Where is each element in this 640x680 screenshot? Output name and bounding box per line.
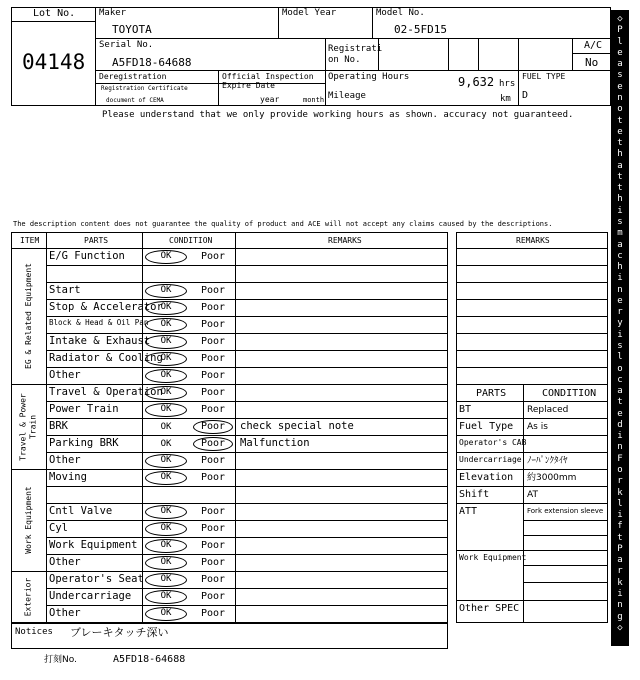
spec-subline [523, 565, 608, 566]
part-label: Work Equipment [49, 539, 138, 551]
side-note-char: t [617, 397, 623, 408]
spec-divider [456, 452, 608, 453]
side-note-char: e [617, 47, 623, 58]
ok-marked: OK [145, 335, 187, 349]
part-label: Other [49, 369, 81, 381]
ok-marked: OK [145, 454, 187, 468]
spec-part: Fuel Type [459, 421, 514, 432]
ac-label: A/C [584, 40, 603, 51]
ok-marked: OK [145, 403, 187, 417]
spec-value: Replaced [527, 405, 569, 415]
side-note-char: P [617, 25, 623, 36]
model-no-value: 02-5FD15 [394, 23, 447, 36]
poor-option: Poor [200, 369, 226, 381]
row-divider [46, 520, 448, 521]
ok-marked: OK [145, 250, 187, 264]
side-note-char: r [617, 476, 623, 487]
row-divider [46, 418, 448, 419]
side-note-char: i [617, 510, 623, 520]
side-note-char: r [617, 307, 623, 318]
part-label: Travel & Operation [49, 386, 163, 398]
row-divider [46, 452, 448, 453]
poor-option: Poor [200, 454, 226, 466]
col-item-header: ITEM [20, 236, 40, 245]
ok-marked: OK [145, 471, 187, 485]
poor-option: Poor [200, 573, 226, 585]
right-remarks-header: REMARKS [516, 236, 550, 245]
poor-option: Poor [200, 522, 226, 534]
part-label: Intake & Exhaust [49, 335, 151, 347]
side-note-char: e [617, 408, 623, 419]
side-note-char: l [617, 36, 623, 47]
side-note-char: r [617, 566, 623, 577]
row-divider [46, 503, 448, 504]
spec-divider [456, 486, 608, 487]
spec-subline [523, 582, 608, 583]
side-note-char: c [617, 250, 623, 261]
side-note-char: h [617, 194, 623, 205]
spec-part: Shift [459, 489, 490, 500]
ok-option: OK [160, 438, 172, 449]
ok-marked: OK [145, 318, 187, 332]
part-label: Radiator & Cooling [49, 352, 163, 364]
remark-line [456, 316, 608, 317]
lot-no-value: 04148 [22, 50, 86, 74]
operating-hours-label: Operating Hours [328, 72, 410, 82]
spec-value: 約3000mm [527, 473, 577, 483]
model-year-label: Model Year [282, 8, 337, 18]
km-label: km [500, 94, 511, 104]
poor-option: Poor [200, 284, 226, 296]
ok-marked: OK [145, 590, 187, 604]
side-note-char: i [617, 273, 623, 284]
spec-part: Undercarriage [459, 455, 522, 464]
row-divider [46, 554, 448, 555]
side-note-char: a [617, 59, 623, 70]
ok-marked: OK [145, 369, 187, 383]
part-label: Start [49, 284, 81, 296]
poor-option: Poor [200, 403, 226, 415]
part-label: Other [49, 454, 81, 466]
row-divider [46, 299, 448, 300]
spec-value: As is [527, 422, 548, 432]
poor-option: Poor [200, 556, 226, 568]
side-note-char: l [617, 498, 623, 509]
spec-divider [456, 503, 608, 504]
row-divider [46, 316, 448, 317]
remark-text: check special note [240, 420, 354, 432]
poor-option: Poor [200, 471, 226, 483]
side-note-char: e [617, 81, 623, 92]
side-note-char: i [617, 588, 623, 599]
side-note-char: s [617, 216, 623, 227]
side-note-char: a [617, 160, 623, 171]
row-divider [46, 350, 448, 351]
side-note-char: t [617, 532, 623, 543]
part-label: Other [49, 556, 81, 568]
side-note-char: t [617, 138, 623, 148]
part-label: BRK [49, 420, 68, 432]
side-note-char: i [617, 431, 623, 442]
row-divider [46, 605, 448, 606]
side-note-char: e [617, 126, 623, 137]
year-label: year [260, 95, 280, 104]
remark-line [456, 367, 608, 368]
row-divider [46, 333, 448, 334]
row-divider [46, 486, 448, 487]
side-note-char: n [617, 284, 623, 295]
side-note-char: h [617, 149, 623, 160]
row-divider [46, 282, 448, 283]
part-label: Stop & Accelerator [49, 301, 163, 313]
side-note-char: t [617, 183, 623, 194]
row-divider [46, 588, 448, 589]
poor-option: Poor [200, 318, 226, 330]
spec-value: Fork extension sleeve [527, 507, 604, 515]
lot-no-label: Lot No. [33, 8, 76, 19]
part-label: Block & Head & Oil Pan [49, 318, 149, 327]
poor-option: Poor [200, 539, 226, 551]
inspection-label: Official Inspection Expire Date [222, 72, 314, 90]
poor-option: Poor [200, 590, 226, 602]
ok-marked: OK [145, 556, 187, 570]
side-note-char: a [617, 555, 623, 566]
spec-subline [523, 535, 608, 536]
side-note-char: h [617, 262, 623, 272]
side-banner [611, 10, 629, 646]
registration-certificate-label: Registration Certificate [101, 85, 188, 92]
spec-divider [456, 418, 608, 419]
row-divider [46, 367, 448, 368]
row-divider [46, 537, 448, 538]
side-note-char: n [617, 600, 623, 611]
side-note-char: d [617, 419, 623, 430]
side-note-char: k [617, 487, 623, 498]
spec-value: ﾉｰﾊﾟﾝｸﾀｲﾔ [527, 456, 568, 466]
side-note-char: i [617, 329, 623, 340]
side-note-char: l [617, 352, 623, 363]
spec-part: ATT [459, 506, 478, 517]
ok-marked: OK [145, 607, 187, 621]
poor-option: Poor [200, 301, 226, 313]
poor-option: Poor [200, 607, 226, 619]
side-note-char: t [617, 171, 623, 182]
serial-no-label: Serial No. [99, 40, 154, 50]
part-label: E/G Function [49, 250, 125, 262]
fuel-type-value: D [522, 90, 529, 101]
side-note-char: o [617, 104, 623, 115]
ok-marked: OK [145, 505, 187, 519]
side-note-char: y [617, 318, 623, 329]
side-note-char: s [617, 340, 623, 351]
col-remarks-header: REMARKS [328, 236, 362, 245]
remark-line [456, 282, 608, 283]
part-label: Parking BRK [49, 437, 119, 449]
operating-hours-value: 9,632 [458, 75, 495, 89]
side-note-char: ◇ [617, 622, 623, 633]
part-label: Moving [49, 471, 87, 483]
spec-col-parts: PARTS [476, 388, 507, 399]
stamp-label: 打刻No. [44, 655, 77, 665]
spec-part: Work Equipment [459, 553, 527, 562]
ok-marked: OK [145, 386, 187, 400]
model-no-label: Model No. [376, 8, 425, 18]
part-label: Cntl Valve [49, 505, 113, 517]
hours-notice: Please understand that we only provide working hours as shown. accuracy not guaranteed. [102, 110, 574, 120]
side-note-char: n [617, 442, 623, 453]
registration-label: Registrati on No. [328, 44, 383, 65]
maker-value: TOYOTA [112, 23, 152, 36]
document-cema-label: document of CEMA [106, 97, 164, 104]
spec-subline [523, 520, 608, 521]
side-note-char: ◇ [617, 14, 623, 24]
spec-part: Elevation [459, 472, 514, 483]
mileage-label: Mileage [328, 91, 366, 101]
spec-col-condition: CONDITION [542, 388, 597, 399]
ok-marked: OK [145, 352, 187, 366]
remark-line [456, 299, 608, 300]
side-note-char: n [617, 92, 623, 103]
part-label: Cyl [49, 522, 68, 534]
side-note-char: P [617, 543, 623, 554]
side-note-char: i [617, 205, 623, 216]
spec-part: BT [459, 404, 472, 415]
group-label: Travel & Power Train [18, 392, 38, 461]
remark-line [456, 333, 608, 334]
disclaimer-text: The description content does not guarantee the quality of product and ACE will not accept any claims caused by the descriptions. [13, 220, 553, 228]
deregistration-label: Deregistration [99, 72, 167, 81]
poor-option: Poor [200, 352, 226, 364]
spec-part: Operator's CAB [459, 438, 527, 447]
notices-text: ブレーキタッチ深い [70, 626, 169, 639]
ok-marked: OK [145, 522, 187, 536]
side-note-char: a [617, 386, 623, 396]
spec-divider [456, 550, 608, 551]
remark-line [456, 265, 608, 266]
col-condition-header: CONDITION [169, 236, 213, 245]
remark-line [456, 350, 608, 351]
part-label: Undercarriage [49, 590, 132, 602]
poor-option: Poor [200, 505, 226, 517]
serial-no-value: A5FD18-64688 [112, 56, 192, 69]
spec-value: AT [527, 490, 538, 500]
stamp-value: A5FD18-64688 [113, 654, 186, 665]
hrs-label: hrs [499, 79, 516, 89]
spec-divider [456, 469, 608, 470]
side-note-char: a [617, 239, 623, 250]
side-note-char: o [617, 363, 623, 374]
month-label: month [303, 96, 325, 104]
remark-text: Malfunction [240, 437, 310, 449]
side-note-char: k [617, 577, 623, 588]
spec-divider [456, 401, 608, 402]
group-label: Work Equipment [23, 486, 33, 554]
side-note-char: m [617, 228, 623, 239]
ac-value: No [585, 56, 599, 69]
spec-divider [456, 600, 608, 601]
side-note-char: s [617, 70, 623, 81]
notices-label: Notices [15, 627, 53, 637]
group-label: Exterior [23, 577, 33, 616]
side-note-char: f [617, 521, 623, 532]
side-note-char: o [617, 464, 623, 475]
poor-marked: Poor [193, 437, 233, 451]
poor-option: Poor [200, 335, 226, 347]
col-parts-header: PARTS [84, 236, 109, 245]
side-note-char: F [617, 453, 623, 464]
row-divider [46, 435, 448, 436]
poor-option: Poor [200, 250, 226, 262]
side-note-char: g [617, 611, 623, 622]
part-label: Power Train [49, 403, 119, 415]
part-label: Other [49, 607, 81, 619]
side-note-char: c [617, 374, 623, 385]
row-divider [46, 265, 448, 266]
fuel-type-label: FUEL TYPE [522, 72, 566, 81]
maker-label: Maker [99, 8, 127, 18]
ok-marked: OK [145, 301, 187, 315]
poor-marked: Poor [193, 420, 233, 434]
group-label: EG & Related Equipment [23, 263, 33, 369]
spec-divider [456, 435, 608, 436]
spec-part: Other SPEC [459, 603, 520, 614]
ok-option: OK [160, 421, 172, 432]
side-note-char: e [617, 295, 623, 306]
row-divider [46, 401, 448, 402]
ok-marked: OK [145, 539, 187, 553]
poor-option: Poor [200, 386, 226, 398]
ok-marked: OK [145, 573, 187, 587]
ok-marked: OK [145, 284, 187, 298]
side-note-char: t [617, 115, 623, 126]
part-label: Operator's Seat [49, 573, 144, 585]
